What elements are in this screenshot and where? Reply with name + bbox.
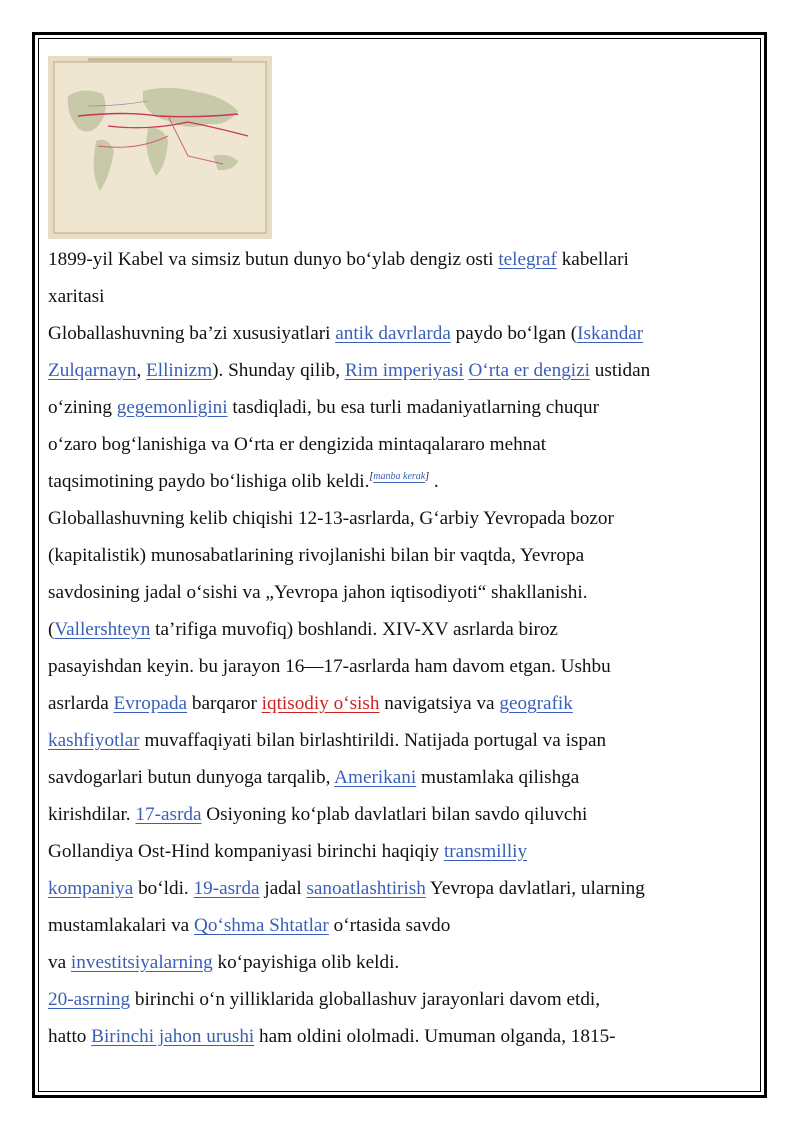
article-body <box>48 56 748 1055</box>
p1-line-5: taqsimotining paydo bo‘lishiga olib keldi.[manba kerak] . <box>48 471 439 492</box>
p2-line-10: Gollandiya Ost-Hind kompaniyasi birinchi haqiqiy transmilliy <box>48 841 528 862</box>
p3-line-1: 20-asrning birinchi o‘n yilliklarida globallashuv jarayonlari davom etdi, <box>48 989 601 1010</box>
link-evropada[interactable]: Evropada <box>113 693 188 714</box>
p2-line-11: kompaniya bo‘ldi. 19-asrda jadal sanoatlashtirish Yevropa davlatlari, ularning <box>48 878 645 899</box>
p1-line-2: Zulqarnayn, Ellinizm). Shunday qilib, Rim imperiyasi O‘rta er dengizi ustidan <box>48 360 651 381</box>
p1-line-1: Globallashuvning ba’zi xususiyatlari antik davrlarda paydo bo‘lgan (Iskandar <box>48 323 644 344</box>
caption-line-2: xaritasi <box>48 286 105 307</box>
p2-line-2: (kapitalistik) munosabatlarining rivojlanishi bilan bir vaqtda, Yevropa <box>48 545 585 566</box>
p1-line-4: o‘zaro bog‘lanishiga va O‘rta er dengizida mintaqalararo mehnat <box>48 434 547 455</box>
p2-line-4: (Vallershteyn ta’rifiga muvofiq) boshlandi. XIV-XV asrlarda biroz <box>48 619 558 640</box>
link-iqtisodiy-osish[interactable]: iqtisodiy o‘sish <box>261 693 380 714</box>
link-ellinizm[interactable]: Ellinizm <box>146 360 213 381</box>
link-qoshma-shtatlar[interactable]: Qo‘shma Shtatlar <box>194 915 329 936</box>
p2-line-12: mustamlakalari va Qo‘shma Shtatlar o‘rtasida savdo <box>48 915 451 936</box>
p1-line-3: o‘zining gegemonligini tasdiqladi, bu esa turli madaniyatlarning chuqur <box>48 397 599 418</box>
link-gegemonligini[interactable]: gegemonligini <box>116 397 228 418</box>
p2-line-1: Globallashuvning kelib chiqishi 12-13-asrlarda, G‘arbiy Yevropada bozor <box>48 508 614 529</box>
citation-needed: [manba kerak] <box>369 471 430 482</box>
p2-line-7: kashfiyotlar muvaffaqiyati bilan birlashtirildi. Natijada portugal va ispan <box>48 730 607 751</box>
link-orta-er-dengizi[interactable]: O‘rta er dengizi <box>468 360 590 381</box>
link-rim-imperiyasi[interactable]: Rim imperiyasi <box>344 360 464 381</box>
p2-line-5: pasayishdan keyin. bu jarayon 16—17-asrlarda ham davom etgan. Ushbu <box>48 656 611 677</box>
p3-line-2: hatto Birinchi jahon urushi ham oldini ololmadi. Umuman olganda, 1815- <box>48 1026 616 1047</box>
caption-line-1: 1899-yil Kabel va simsiz butun dunyo bo‘ylab dengiz osti telegraf kabellari <box>48 249 629 270</box>
p2-line-9: kirishdilar. 17-asrda Osiyoning ko‘plab davlatlari bilan savdo qiluvchi <box>48 804 588 825</box>
world-telegraph-map-image[interactable] <box>48 56 272 239</box>
link-19-asrda[interactable]: 19-asrda <box>193 878 260 899</box>
link-sanoatlashtirish[interactable]: sanoatlashtirish <box>306 878 426 899</box>
link-antik-davrlarda[interactable]: antik davrlarda <box>335 323 451 344</box>
link-amerikani[interactable]: Amerikani <box>334 767 417 788</box>
link-manba-kerak[interactable]: manba kerak <box>373 471 426 482</box>
link-birinchi-jahon-urushi[interactable]: Birinchi jahon urushi <box>91 1026 255 1047</box>
link-zulqarnayn[interactable]: Zulqarnayn <box>48 360 137 381</box>
p2-line-6: asrlarda Evropada barqaror iqtisodiy o‘sish navigatsiya va geografik <box>48 693 573 714</box>
p2-line-3: savdosining jadal o‘sishi va „Yevropa jahon iqtisodiyoti“ shakllanishi. <box>48 582 588 603</box>
link-kompaniya[interactable]: kompaniya <box>48 878 134 899</box>
link-20-asrning[interactable]: 20-asrning <box>48 989 131 1010</box>
link-vallershteyn[interactable]: Vallershteyn <box>54 619 151 640</box>
link-investitsiyalarning[interactable]: investitsiyalarning <box>70 952 213 973</box>
p2-line-13: va investitsiyalarning ko‘payishiga olib keldi. <box>48 952 400 973</box>
link-iskandar[interactable]: Iskandar <box>577 323 644 344</box>
link-geografik[interactable]: geografik <box>499 693 573 714</box>
link-17-asrda[interactable]: 17-asrda <box>135 804 202 825</box>
link-kashfiyotlar[interactable]: kashfiyotlar <box>48 730 140 751</box>
link-transmilliy[interactable]: transmilliy <box>443 841 528 862</box>
p2-line-8: savdogarlari butun dunyoga tarqalib, Amerikani mustamlaka qilishga <box>48 767 580 788</box>
link-telegraf[interactable]: telegraf <box>498 249 557 270</box>
